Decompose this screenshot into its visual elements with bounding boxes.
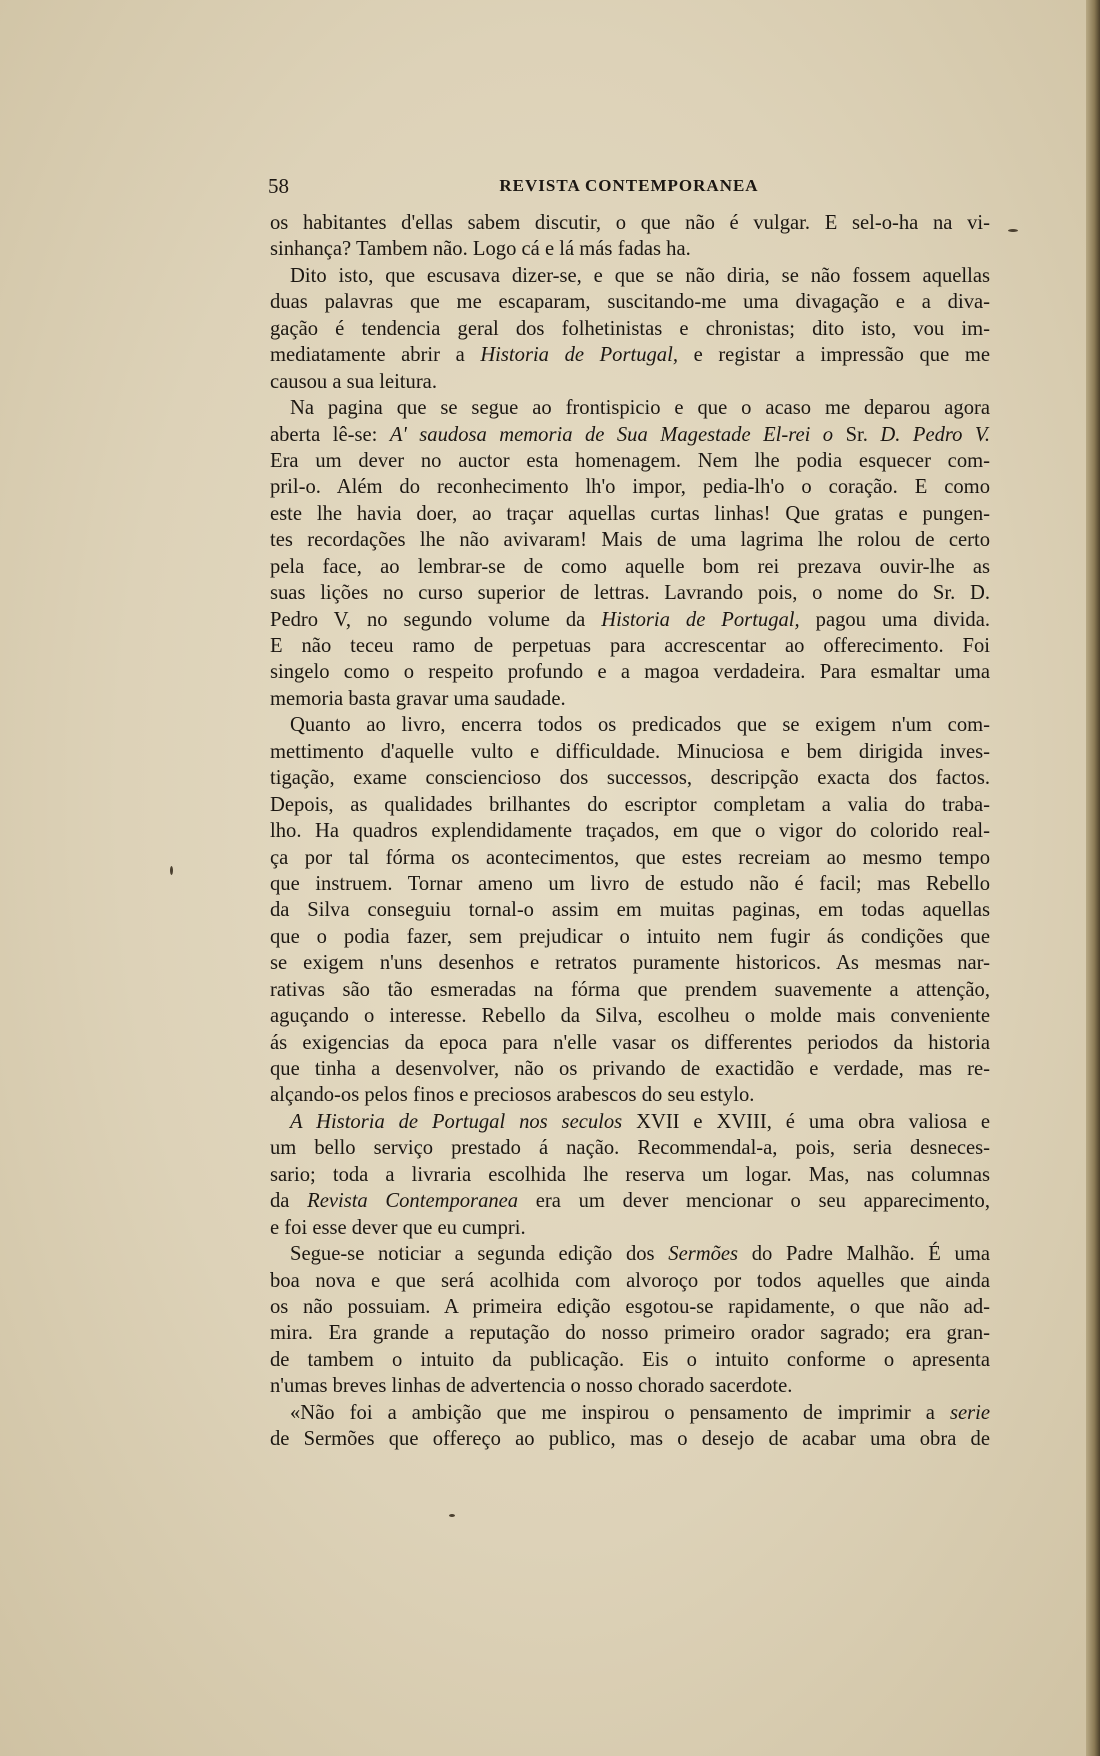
- text-segment: E não teceu ramo de perpetuas para accrescentar ao offerecimento. Foi: [270, 635, 990, 657]
- text-segment: ás exigencias da epoca para n'elle vasar os differentes periodos da historia: [270, 1031, 990, 1054]
- text-segment: Segue-se noticiar a segunda edição dos: [290, 1243, 669, 1266]
- text-segment: singelo como o respeito profundo e a magoa verdadeira. Para esmaltar uma: [270, 661, 990, 684]
- text-segment: sinhança? Tambem não. Logo cá e lá más fadas ha.: [270, 238, 691, 261]
- text-line: [270, 845, 990, 871]
- text-segment: os não possuiam. A primeira edição esgotou-se rapidamente, o que não ad-: [270, 1295, 990, 1318]
- text-segment: causou a sua leitura.: [270, 370, 437, 393]
- text-segment: Na pagina que se segue ao frontispicio e que o acaso me deparou agora: [290, 397, 990, 420]
- text-segment: suas lições no curso superior de lettras. Lavrando pois, o nome do Sr. D.: [270, 582, 990, 605]
- page-number: 58: [268, 174, 289, 198]
- text-line: [270, 792, 990, 818]
- text-segment: rativas são tão esmeradas na fórma que prendem suavemente a attenção,: [270, 978, 990, 1001]
- text-line: [270, 316, 990, 342]
- text-line: [270, 1082, 990, 1108]
- text-line: [270, 1162, 990, 1188]
- text-segment: da: [270, 1190, 308, 1213]
- text-segment: duas palavras que me escaparam, suscitando-me uma divagação e a diva-: [270, 291, 990, 314]
- text-line: [270, 1188, 990, 1214]
- text-segment: XVII e XVIII, é uma obra valiosa e: [622, 1110, 990, 1133]
- text-segment: mettimento d'aquelle vulto e difficuldade. Minuciosa e bem dirigida inves-: [270, 740, 990, 763]
- text-segment: mira. Era grande a reputação do nosso primeiro orador sagrado; era gran-: [270, 1322, 990, 1345]
- text-segment: tigação, exame consciencioso dos successos, descripção exacta dos factos.: [270, 767, 990, 790]
- text-line: [270, 1400, 990, 1426]
- text-line: [270, 1109, 990, 1135]
- text-segment: sario; toda a livraria escolhida lhe reserva um logar. Mas, nas columnas: [270, 1163, 990, 1186]
- text-segment: Pedro V, no segundo volume da: [270, 608, 602, 631]
- text-segment: memoria basta gravar uma saudade.: [270, 687, 566, 710]
- text-line: [270, 342, 990, 368]
- italic-text: Historia de Portugal,: [480, 344, 678, 367]
- text-line: [270, 659, 990, 685]
- text-segment: alçando-os pelos finos e preciosos arabescos do seu estylo.: [270, 1084, 755, 1107]
- text-segment: pril-o. Além do reconhecimento lh'o impor, pedia-lh'o o coração. E como: [270, 476, 990, 499]
- text-line: [270, 1056, 990, 1082]
- text-segment: Sr.: [833, 423, 881, 446]
- text-line: [270, 1373, 990, 1399]
- italic-text: Historia de Portugal,: [601, 608, 800, 631]
- text-segment: pagou uma divida.: [799, 608, 990, 631]
- italic-text: Sermões: [668, 1243, 739, 1266]
- text-segment: gação é tendencia geral dos folhetinistas e chronistas; dito isto, vou im-: [270, 317, 990, 340]
- text-line: [270, 1294, 990, 1320]
- text-segment: da Silva conseguiu tornal-o assim em muitas paginas, em todas aquellas: [270, 899, 990, 922]
- text-line: [270, 739, 990, 765]
- text-line: [270, 686, 990, 712]
- text-line: [270, 448, 990, 474]
- text-segment: aberta lê-se:: [270, 423, 390, 446]
- text-line: [270, 1320, 990, 1346]
- text-line: [270, 1268, 990, 1294]
- text-segment: Era um dever no auctor esta homenagem. Nem lhe podia esquecer com-: [270, 449, 990, 472]
- text-line: [270, 580, 990, 606]
- text-line: [270, 1135, 990, 1161]
- text-segment: tes recordações lhe não avivaram! Mais de uma lagrima lhe rolou de certo: [270, 529, 990, 552]
- italic-text: Revista Contemporanea: [307, 1190, 519, 1213]
- ink-speck: [1008, 229, 1018, 232]
- page-header: [268, 174, 990, 200]
- text-line: [270, 924, 990, 950]
- italic-text: serie: [949, 1401, 990, 1424]
- text-segment: Quanto ao livro, encerra todos os predicados que se exigem n'um com-: [290, 714, 990, 737]
- text-line: [270, 607, 990, 633]
- text-line: [270, 501, 990, 527]
- text-segment: boa nova e que será acolhida com alvoroço por todos aquelles que ainda: [270, 1269, 990, 1292]
- text-line: [270, 210, 990, 236]
- text-segment: era um dever mencionar o seu apparecimento,: [518, 1190, 990, 1213]
- text-segment: do Padre Malhão. É uma: [738, 1243, 990, 1266]
- text-segment: aguçando o interesse. Rebello da Silva, escolheu o molde mais conveniente: [270, 1005, 990, 1028]
- text-line: [270, 818, 990, 844]
- text-line: [270, 633, 990, 659]
- text-segment: de tambem o intuito da publicação. Eis o intuito conforme o apresenta: [270, 1348, 990, 1371]
- text-segment: pela face, ao lembrar-se de como aquelle bom rei prezava ouvir-lhe as: [270, 555, 990, 578]
- ink-speck: [449, 1514, 455, 1517]
- text-line: [270, 554, 990, 580]
- text-segment: lho. Ha quadros explendidamente traçados, em que o vigor do colorido real-: [270, 820, 990, 843]
- text-line: [270, 263, 990, 289]
- text-line: [270, 950, 990, 976]
- ink-speck: [170, 866, 173, 875]
- text-segment: um bello serviço prestado á nação. Recommendal-a, pois, seria desneces-: [270, 1137, 990, 1160]
- italic-text: A' saudosa memoria de Sua Magestade El-rei o: [389, 423, 834, 446]
- text-segment: e registar a impressão que me: [677, 344, 990, 367]
- text-line: [270, 289, 990, 315]
- text-line: [270, 897, 990, 923]
- page-edge: [1086, 0, 1100, 1756]
- text-line: [270, 977, 990, 1003]
- running-title: REVISTA CONTEMPORANEA: [499, 176, 759, 195]
- text-line: [270, 1215, 990, 1241]
- text-segment: mediatamente abrir a: [270, 344, 481, 367]
- text-line: [270, 422, 990, 448]
- text-line: [270, 236, 990, 262]
- text-segment: que tinha a desenvolver, não os privando de exactidão e verdade, mas re-: [270, 1058, 990, 1080]
- text-line: [270, 527, 990, 553]
- text-segment: este lhe havia doer, ao traçar aquellas curtas linhas! Que gratas e pungen-: [270, 502, 990, 525]
- text-line: [270, 765, 990, 791]
- text-segment: que o podia fazer, sem prejudicar o intuito nem fugir ás condições que: [270, 925, 990, 948]
- text-segment: Depois, as qualidades brilhantes do escriptor completam a valia do traba-: [270, 793, 990, 816]
- text-line: [270, 369, 990, 395]
- text-segment: e foi esse dever que eu cumpri.: [270, 1216, 526, 1239]
- text-line: [270, 1030, 990, 1056]
- text-segment: n'umas breves linhas de advertencia o nosso chorado sacerdote.: [270, 1375, 793, 1398]
- text-line: [270, 1347, 990, 1373]
- text-segment: Dito isto, que escusava dizer-se, e que se não diria, se não fossem aquellas: [290, 264, 990, 287]
- text-line: [270, 1426, 990, 1452]
- text-segment: «Não foi a ambição que me inspirou o pensamento de imprimir a: [290, 1401, 950, 1424]
- body-text: [270, 210, 990, 1453]
- italic-text: A Historia de Portugal nos seculos: [290, 1110, 623, 1133]
- text-line: [270, 474, 990, 500]
- text-line: [270, 395, 990, 421]
- text-segment: se exigem n'uns desenhos e retratos puramente historicos. As mesmas nar-: [270, 952, 990, 975]
- text-line: [270, 1241, 990, 1267]
- text-segment: de Sermões que offereço ao publico, mas o desejo de acabar uma obra de: [270, 1428, 990, 1451]
- text-segment: os habitantes d'ellas sabem discutir, o que não é vulgar. E sel-o-ha na vi-: [270, 212, 990, 234]
- italic-text: D. Pedro V.: [880, 423, 990, 446]
- text-line: [270, 871, 990, 897]
- text-line: [270, 1003, 990, 1029]
- text-line: [270, 712, 990, 738]
- text-segment: ça por tal fórma os acontecimentos, que estes recreiam ao mesmo tempo: [270, 846, 990, 869]
- text-segment: que instruem. Tornar ameno um livro de estudo não é facil; mas Rebello: [270, 872, 990, 895]
